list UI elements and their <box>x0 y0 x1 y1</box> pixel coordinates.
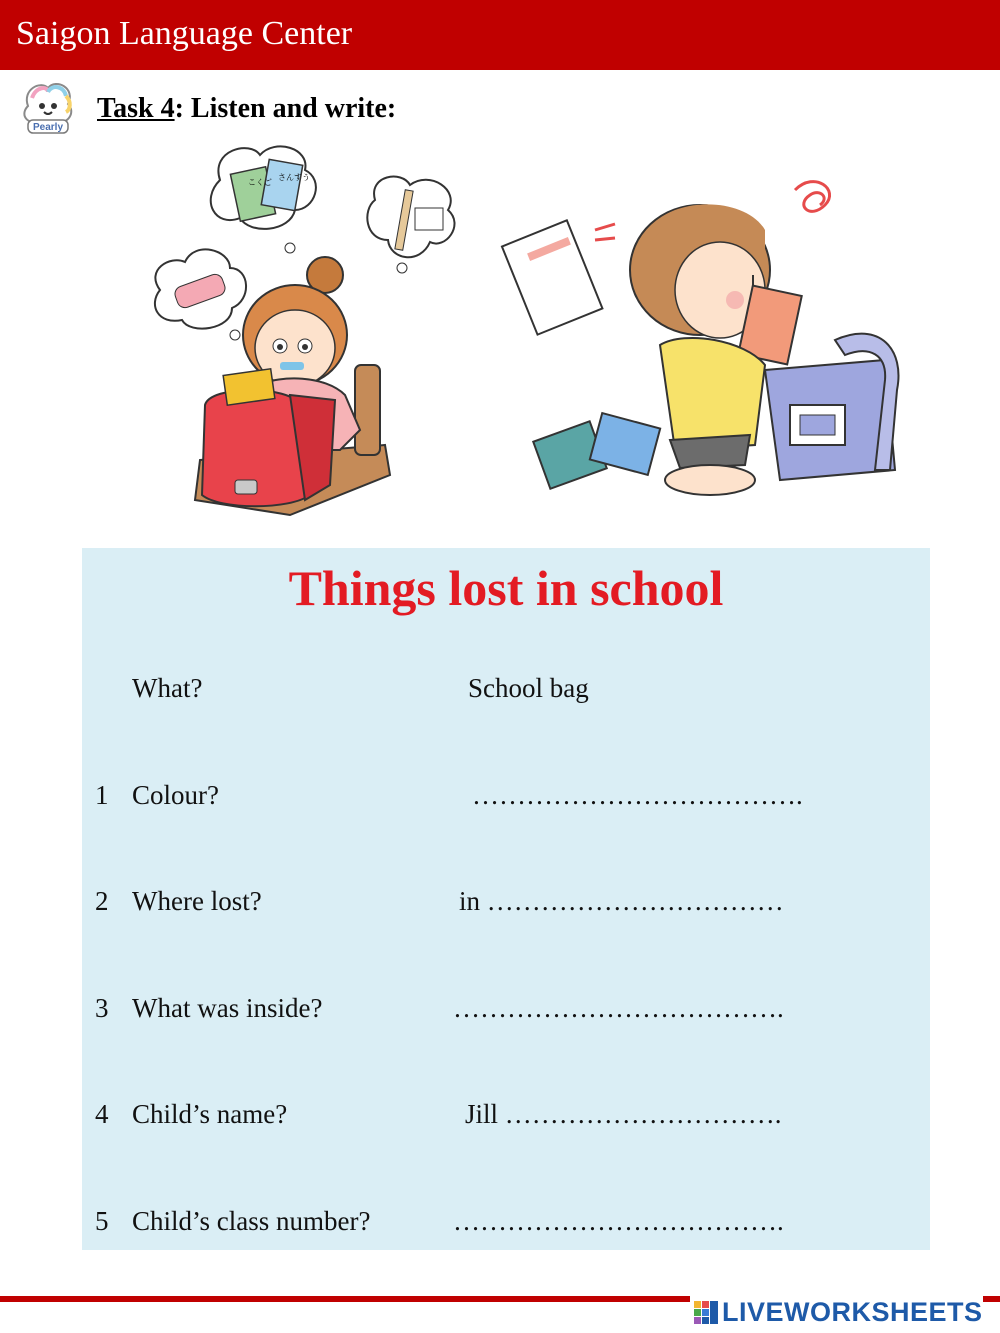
pearly-mascot-icon <box>18 78 78 136</box>
row-number: 5 <box>95 1206 109 1236</box>
logo-text: Pearly <box>32 122 64 133</box>
row-number: 1 <box>95 780 109 810</box>
answer-field-colour[interactable]: ………………………………. <box>472 780 803 810</box>
row-number: 2 <box>95 886 109 916</box>
liveworksheets-brand[interactable] <box>690 1294 983 1330</box>
row-number: 4 <box>95 1099 109 1129</box>
notebook-label-2: さんすう <box>278 173 310 182</box>
row-answer: School bag <box>468 673 589 703</box>
row-question: What? <box>132 673 203 703</box>
row-number: 3 <box>95 993 109 1023</box>
answer-field-child-name[interactable]: Jill …………………………. <box>465 1099 782 1129</box>
answer-field-where-lost[interactable]: in …………………………… <box>459 886 784 916</box>
header-bar <box>0 0 1000 70</box>
answer-field-inside[interactable]: ………………………………. <box>453 993 784 1023</box>
child-searching-box-illustration <box>495 150 915 510</box>
row-question: Where lost? <box>132 886 262 916</box>
task-instruction: : Listen and write: <box>174 93 397 124</box>
row-question: Child’s class number? <box>132 1206 371 1236</box>
task-heading <box>97 92 396 126</box>
task-label: Task 4 <box>97 93 175 124</box>
girl-searching-bag-illustration <box>140 140 470 520</box>
brand-text: LIVEWORKSHEETS <box>722 1297 983 1327</box>
worksheet-title: Things lost in school <box>288 560 724 616</box>
answer-field-class-number[interactable]: ………………………………. <box>453 1206 784 1236</box>
row-question: Child’s name? <box>132 1099 288 1129</box>
row-question: What was inside? <box>132 993 323 1023</box>
header-title: Saigon Language Center <box>16 15 353 52</box>
notebook-label-1: こくご <box>248 178 272 187</box>
row-question: Colour? <box>132 780 219 810</box>
liveworksheets-logo-icon <box>694 1299 720 1325</box>
pearly-logo <box>18 78 78 136</box>
